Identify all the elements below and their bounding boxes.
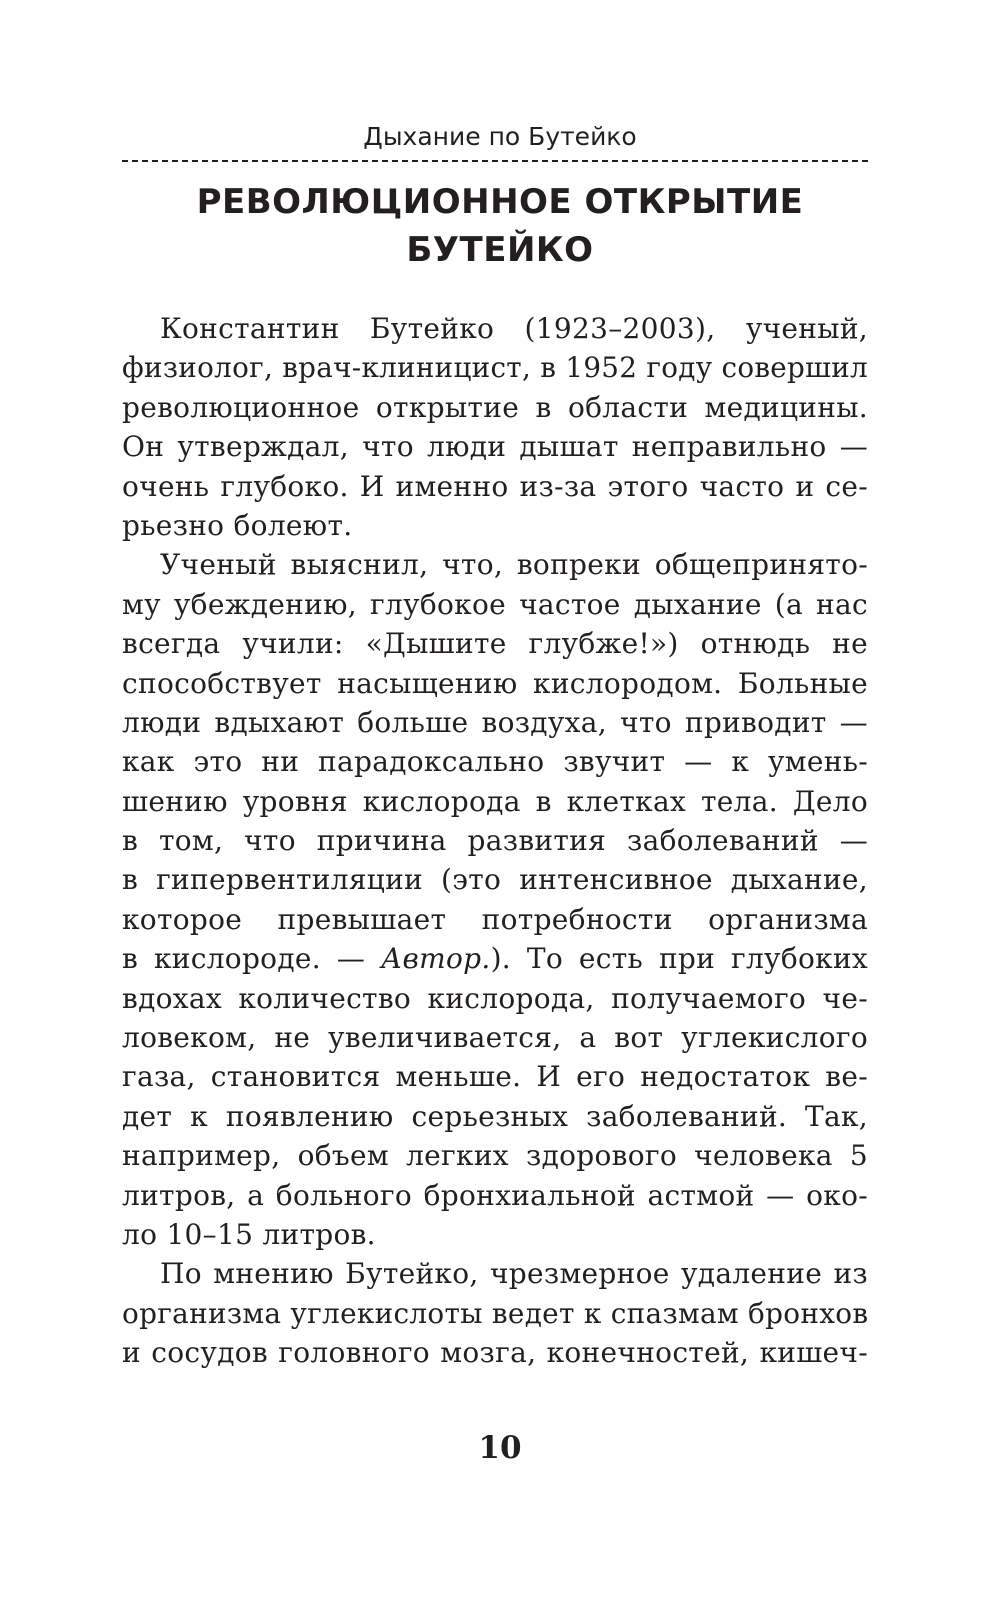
text-line: и сосудов головного мозга, конечностей, кишеч- (122, 1336, 868, 1370)
text-line: ловеком, не увеличивается, а вот углекислого (122, 1021, 868, 1055)
paragraph-2 (122, 545, 868, 1254)
text-line: которое превышает потребности организма (122, 902, 868, 936)
text-line: рьезно болеют. (122, 508, 353, 542)
text-line: революционное открытие в области медицины. (122, 390, 868, 424)
text-fragment: ). То есть при глубоких (490, 942, 868, 976)
author-note: Автор. (381, 942, 491, 976)
text-line: в том, что причина развития заболеваний — (122, 824, 868, 858)
header-divider (122, 160, 868, 162)
text-line: шению уровня кислорода в клетках тела. Дело (122, 784, 868, 818)
text-line: физиолог, врач-клиницист, в 1952 году совершил (122, 351, 868, 385)
text-line: как это ни парадоксально звучит — к умень- (122, 745, 868, 779)
text-line: му убеждению, глубокое частое дыхание (а нас (122, 587, 868, 621)
text-line: очень глубоко. И именно из-за этого часто и се- (122, 469, 868, 503)
text-line: ло 10–15 литров. (122, 1217, 376, 1251)
text-line: Он утверждал, что люди дышат неправильно — (122, 430, 868, 464)
text-line: вдохах количество кислорода, получаемого че- (122, 981, 868, 1015)
text-line: способствует насыщению кислородом. Больные (122, 666, 868, 700)
text-line-with-author-note (122, 939, 868, 978)
page-number: 10 (478, 1430, 522, 1466)
text-line: всегда учили: «Дышите глубже!») отнюдь не (122, 627, 868, 661)
text-line: газа, становится меньше. И его недостаток ве- (122, 1060, 868, 1094)
text-line: в гипервентиляции (это интенсивное дыхание, (122, 863, 868, 897)
text-line: люди вдыхают больше воздуха, что приводит — (122, 705, 868, 739)
text-line: организма углекислоты ведет к спазмам бронхов (122, 1296, 869, 1330)
text-line: например, объем легких здорового человека 5 (122, 1139, 868, 1173)
text-line: По мнению Бутейко, чрезмерное удаление из (160, 1257, 868, 1291)
body-text (122, 309, 868, 1373)
text-line: Константин Бутейко (1923–2003), ученый, (160, 312, 868, 345)
paragraph-1 (122, 309, 868, 545)
chapter-title-line-2: БУТЕЙКО (406, 230, 594, 270)
text-line: литров, а больного бронхиальной астмой — око- (122, 1178, 868, 1212)
text-line: дет к появлению серьезных заболеваний. Так, (122, 1099, 868, 1133)
text-fragment: в кислороде. — (122, 942, 382, 976)
running-head: Дыхание по Бутейко (363, 122, 637, 151)
chapter-title (0, 178, 1000, 274)
paragraph-3 (122, 1254, 868, 1372)
text-line: Ученый выяснил, что, вопреки общепринято- (160, 548, 868, 582)
chapter-title-line-1: РЕВОЛЮЦИОННОЕ ОТКРЫТИЕ (196, 182, 804, 222)
